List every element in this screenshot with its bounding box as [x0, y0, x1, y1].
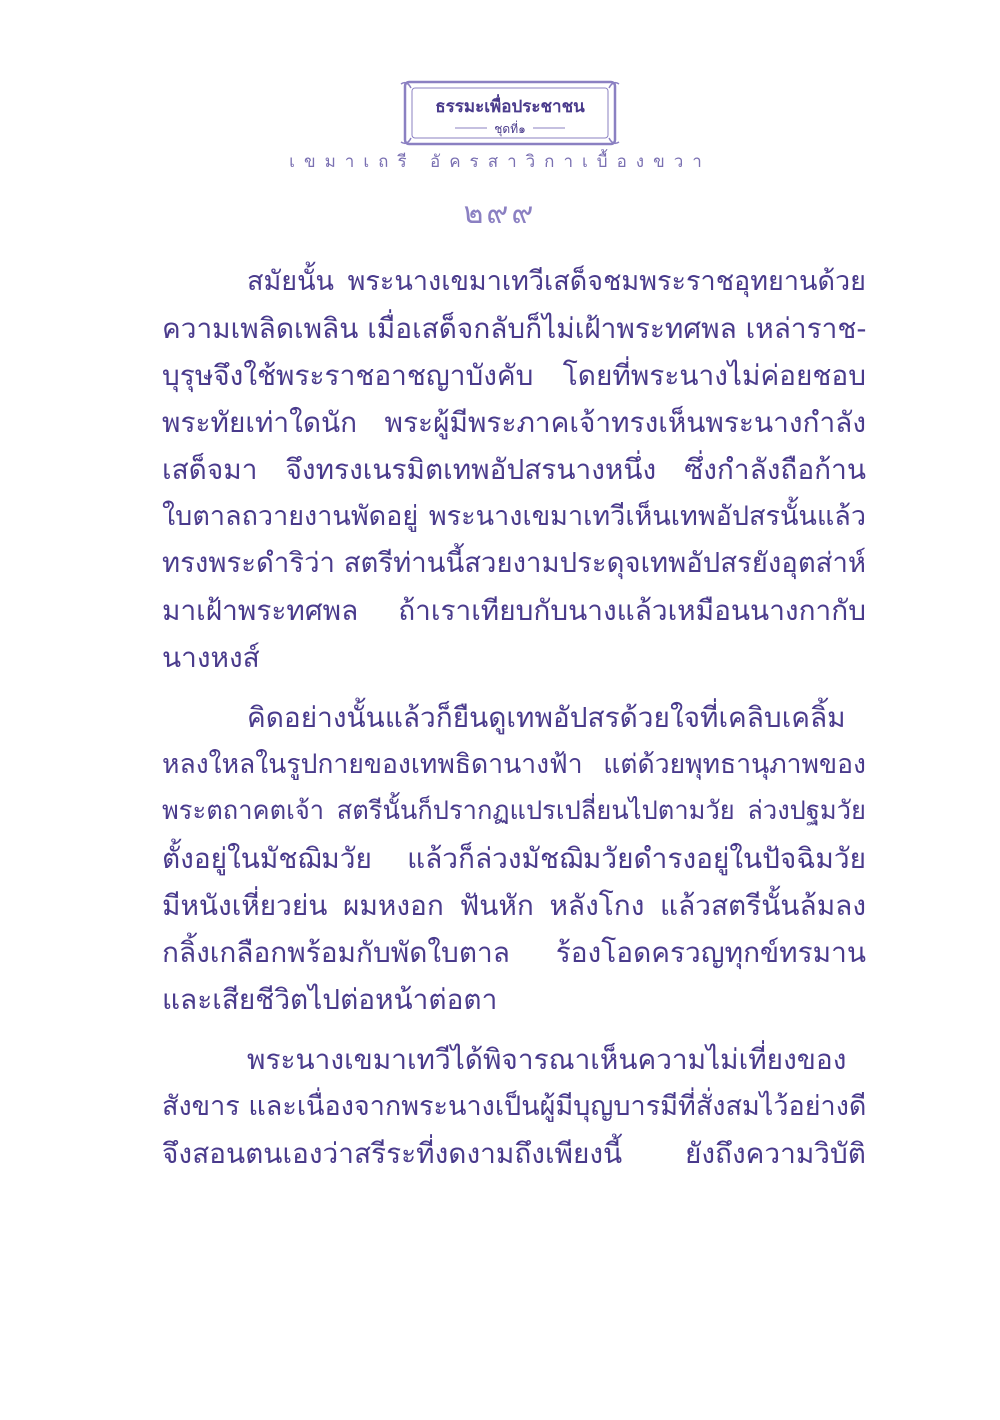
logo: [399, 78, 621, 150]
text-line: สมัยนั้น พระนางเขมาเทวีเสด็จชมพระราชอุทยานด้วย: [247, 266, 866, 297]
text-line: ตั้งอยู่ในมัชฌิมวัย แล้วก็ล่วงมัชฌิมวัยดำรงอยู่ในปัจฉิมวัย: [162, 842, 866, 875]
running-header: เขมาเถรี อัครสาวิกาเบื้องขวา: [289, 152, 711, 172]
paragraph: [162, 258, 866, 681]
text-line: กลิ้งเกลือกพร้อมกับพัดใบตาล ร้องโอดครวญทุกข์ทรมาน: [162, 936, 866, 969]
text-line: หลงใหลในรูปกายของเทพธิดานางฟ้า แต่ด้วยพุทธานุภาพของ: [162, 749, 866, 780]
text-line: ความเพลิดเพลิน เมื่อเสด็จกลับก็ไม่เฝ้าพระทศพล เหล่าราช-: [162, 312, 866, 345]
text-line: มีหนังเหี่ยวย่น ผมหงอก ฟันหัก หลังโกง แล้วสตรีนั้นล้มลง: [162, 889, 866, 922]
text-line: จึงสอนตนเองว่าสรีระที่งดงามถึงเพียงนี้ ยังถึงความวิบัติ: [162, 1137, 866, 1170]
logo-subtitle: ชุดที่๑: [494, 122, 526, 136]
logo-frame: [399, 78, 621, 150]
text-line: นางหงส์: [162, 641, 260, 674]
text-line: พระนางเขมาเทวีได้พิจารณาเห็นความไม่เที่ยงของ: [247, 1043, 847, 1076]
text-line: สังขาร และเนื่องจากพระนางเป็นผู้มีบุญบารมีที่สั่งสมไว้อย่างดี: [162, 1091, 866, 1122]
text-line: พระตถาคตเจ้า สตรีนั้นก็ปรากฏแปรเปลี่ยนไปตามวัย ล่วงปฐมวัย: [162, 796, 866, 826]
text-line: ใบตาลถวายงานพัดอยู่ พระนางเขมาเทวีเห็นเทพอัปสรนั้นแล้ว: [162, 501, 866, 532]
text-line: บุรุษจึงใช้พระราชอาชญาบังคับ โดยที่พระนางไม่ค่อยชอบ: [162, 359, 866, 392]
body-text: [162, 258, 866, 1190]
text-line: พระทัยเท่าใดนัก พระผู้มีพระภาคเจ้าทรงเห็นพระนางกำลัง: [162, 406, 866, 439]
paragraph: [162, 1036, 866, 1177]
text-line: ทรงพระดำริว่า สตรีท่านนี้สวยงามประดุจเทพอัปสรยังอุตส่าห์: [162, 547, 866, 579]
logo-title: ธรรมะเพื่อประชาชน: [435, 97, 585, 117]
text-line: มาเฝ้าพระทศพล ถ้าเราเทียบกับนางแล้วเหมือนนางกากับ: [162, 594, 866, 627]
text-line: และเสียชีวิตไปต่อหน้าต่อตา: [162, 983, 498, 1016]
text-line: คิดอย่างนั้นแล้วก็ยืนดูเทพอัปสรด้วยใจที่เคลิบเคลิ้ม: [247, 701, 846, 734]
paragraph: [162, 694, 866, 1023]
page-number: ๒๙๙: [463, 196, 537, 231]
text-line: เสด็จมา จึงทรงเนรมิตเทพอัปสรนางหนึ่ง ซึ่งกำลังถือก้าน: [162, 453, 866, 486]
